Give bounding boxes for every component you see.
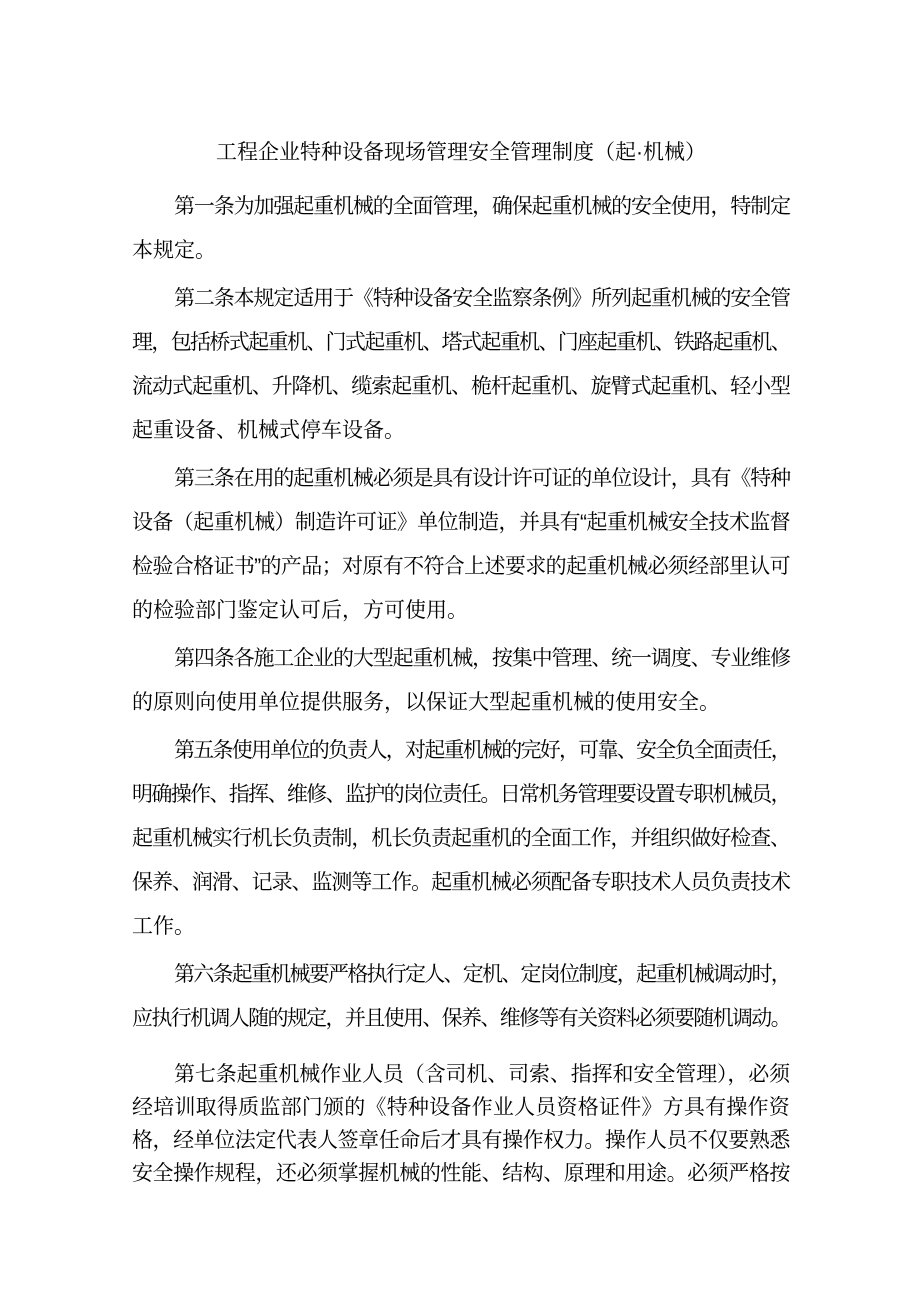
- text-run: 明确操作、指挥、维修、监护的岗位责任。日常机务管理要设置专职机械员，: [132, 783, 790, 806]
- paragraph-6: [132, 953, 790, 1041]
- paragraph-4: [132, 637, 790, 725]
- text-run: 第二条本规定适用于《特种设备安全监察条例》所列起重机械的安全管: [174, 287, 790, 310]
- text-line: [132, 817, 790, 861]
- text-line: [132, 997, 790, 1041]
- text-run: 工作。: [132, 915, 195, 938]
- text-line: [132, 277, 790, 321]
- text-line: [132, 905, 790, 949]
- text-run: 的原则向使用单位提供服务，以保证大型起重机械的使用安全。: [132, 691, 720, 714]
- text-run: 第一条为加强起重机械的全面管理，确保起重机械的安全使用，特制定: [174, 195, 790, 218]
- text-run: 起重机械实行机长负责制，机长负责起重机的全面工作，并组织做好检查、: [132, 827, 790, 850]
- text-line: [132, 1058, 790, 1091]
- text-run: 经培训取得质监部门颁的《特种设备作业人员资格证件》方具有操作资: [132, 1096, 790, 1119]
- paragraph-2: [132, 277, 790, 453]
- text-line: [132, 681, 790, 725]
- text-line: [132, 321, 790, 365]
- text-run: 设备（起重机械）制造许可证》单位制造，并具有“起重机械安全技术监督: [132, 511, 790, 534]
- text-line: [132, 589, 790, 633]
- text-run: 理，包括桥式起重机、门式起重机、塔式起重机、门座起重机、铁路起重机、: [132, 331, 790, 354]
- text-run: 格，经单位法定代表人签章任命后才具有操作权力。操作人员不仅要熟悉: [132, 1129, 790, 1152]
- text-run: 第六条起重机械要严格执行定人、定机、定岗位制度，起重机械调动时，: [174, 963, 790, 986]
- text-run: 第五条使用单位的负责人，对起重机械的完好，可靠、安全负全面责任，: [174, 739, 790, 762]
- text-run: 本规定。: [132, 239, 216, 262]
- document-title: [132, 131, 790, 175]
- text-run: 第七条起重机械作业人员（含司机、司索、指挥和安全管理），必须: [174, 1063, 790, 1086]
- text-run: 流动式起重机、升降机、缆索起重机、桅杆起重机、旋臂式起重机、轻小型: [132, 375, 790, 398]
- text-line: [132, 365, 790, 409]
- text-line: [132, 229, 790, 273]
- paragraph-3: [132, 457, 790, 633]
- text-line: [132, 637, 790, 681]
- text-run: 起重设备、机械式停车设备。: [132, 419, 405, 442]
- text-line: [132, 185, 790, 229]
- text-line: [132, 501, 790, 545]
- text-line: [132, 545, 790, 589]
- text-line: [132, 1124, 790, 1157]
- text-line: [132, 861, 790, 905]
- paragraph-1: [132, 185, 790, 273]
- text-run: 保养、润滑、记录、监测等工作。起重机械必须配备专职技术人员负责技术: [132, 871, 790, 894]
- text-line: [132, 953, 790, 997]
- text-line: [132, 773, 790, 817]
- paragraph-7: [132, 1058, 790, 1190]
- text-line: [132, 1091, 790, 1124]
- text-run: 的检验部门鉴定认可后，方可使用。: [132, 599, 468, 622]
- text-run: 安全操作规程，还必须掌握机械的性能、结构、原理和用途。必须严格按: [132, 1162, 790, 1185]
- text-run: 第四条各施工企业的大型起重机械，按集中管理、统一调度、专业维修: [174, 647, 790, 670]
- text-run: 检验合格证书”的产品；对原有不符合上述要求的起重机械必须经部里认可: [132, 555, 790, 578]
- document-title-text: 工程企业特种设备现场管理安全管理制度（起·机械）: [216, 141, 706, 164]
- text-line: [132, 409, 790, 453]
- text-run: 第三条在用的起重机械必须是具有设计许可证的单位设计，具有《特种: [174, 467, 790, 490]
- text-line: [132, 729, 790, 773]
- text-line: [132, 1157, 790, 1190]
- text-line: [132, 457, 790, 501]
- text-run: 应执行机调人随的规定，并且使用、保养、维修等有关资料必须要随机调动。: [132, 1007, 790, 1030]
- paragraph-5: [132, 729, 790, 949]
